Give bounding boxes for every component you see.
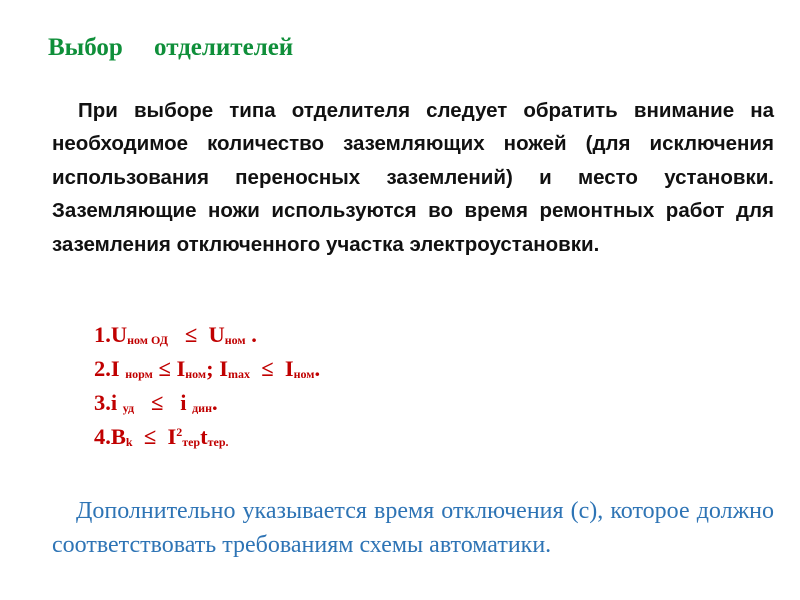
formula-number: 1. xyxy=(94,322,111,347)
note-paragraph: Дополнительно указывается время отключения (с), которое должно соответствовать требованиям схемы автоматики. xyxy=(52,498,774,558)
formula-subscript: дин xyxy=(192,401,212,415)
formula-symbol: I xyxy=(219,356,228,381)
formula-list xyxy=(94,318,320,454)
formula-operator: ≤ xyxy=(184,322,198,347)
formula-superscript: 2 xyxy=(176,425,183,439)
formula-subscript: уд xyxy=(122,401,135,415)
formula-subscript: тер xyxy=(182,435,201,449)
formula-subscript: ном xyxy=(185,367,207,381)
formula-symbol: t xyxy=(200,424,208,449)
formula-operator: ≤ xyxy=(143,424,157,449)
formula-subscript: ном xyxy=(224,333,246,347)
formula-subscript: норм xyxy=(125,367,153,381)
formula-end: . xyxy=(314,356,321,381)
formula-1 xyxy=(94,318,320,352)
formula-number: 4. xyxy=(94,424,111,449)
formula-symbol: B xyxy=(110,424,126,449)
slide-title: Выбор отделителей xyxy=(48,34,294,61)
formula-number: 2. xyxy=(94,356,111,381)
formula-end: . xyxy=(251,322,257,347)
formula-symbol: U xyxy=(208,322,225,347)
formula-4 xyxy=(94,420,320,454)
formula-3 xyxy=(94,386,320,420)
main-paragraph: При выборе типа отделителя следует обратить внимание на необходимое количество заземляющих ножей (для исключения использования переносных заземлений) и место установки. Заземляющие ножи используются во время ремонтных работ для заземления отключенного участка электроустановки. xyxy=(52,99,774,256)
formula-symbol: I xyxy=(176,356,186,381)
formula-subscript: ном ОД xyxy=(127,333,168,347)
formula-operator: ≤ xyxy=(150,390,164,415)
formula-subscript: ном xyxy=(293,367,315,381)
formula-operator: ≤ xyxy=(261,356,274,381)
formula-symbol: U xyxy=(110,322,128,347)
formula-2 xyxy=(94,352,320,386)
formula-symbol: I xyxy=(284,356,294,381)
formula-subscript: max xyxy=(227,367,250,381)
formula-operator: ≤ xyxy=(158,356,171,381)
formula-subscript: k xyxy=(125,435,133,449)
formula-end: . xyxy=(212,390,218,415)
formula-subscript: тер. xyxy=(207,435,229,449)
formula-symbol: I xyxy=(110,356,120,381)
formula-symbol: i xyxy=(180,390,187,415)
formula-number: 3. xyxy=(94,390,111,415)
formula-symbol: I xyxy=(167,424,177,449)
formula-symbol: i xyxy=(110,390,118,415)
formula-separator: ; xyxy=(206,356,214,381)
